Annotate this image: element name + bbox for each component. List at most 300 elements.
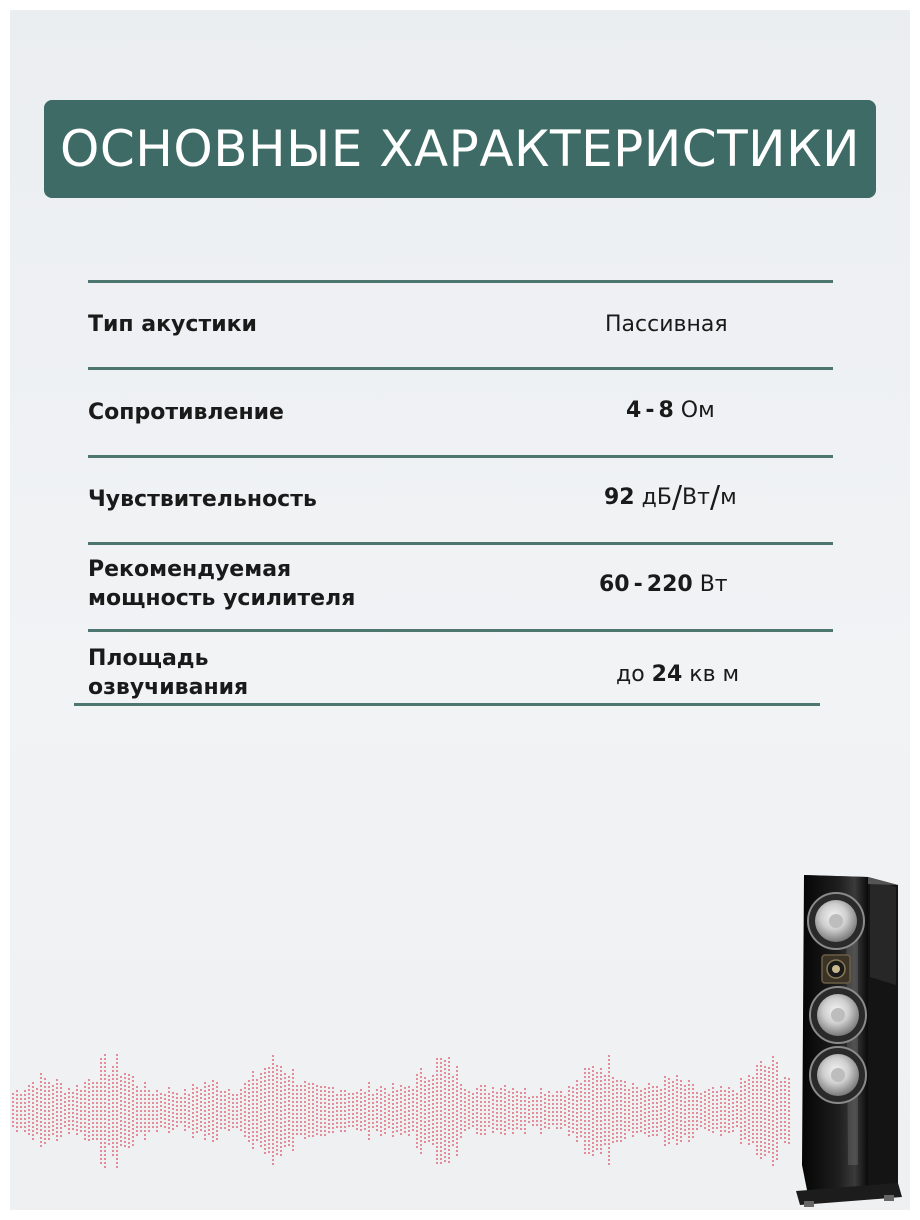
wave-dot — [344, 1118, 346, 1120]
wave-dot — [292, 1149, 294, 1151]
wave-dot — [280, 1102, 282, 1104]
wave-dot — [252, 1099, 254, 1101]
wave-dot — [36, 1112, 38, 1114]
wave-dot — [436, 1130, 438, 1132]
wave-dot — [648, 1135, 650, 1137]
wave-dot — [420, 1152, 422, 1154]
wave-dot — [292, 1101, 294, 1103]
wave-dot — [204, 1114, 206, 1116]
wave-dot — [748, 1095, 750, 1097]
wave-dot — [272, 1115, 274, 1117]
wave-dot — [100, 1122, 102, 1124]
wave-dot — [444, 1132, 446, 1134]
wave-dot — [216, 1086, 218, 1088]
wave-dot — [672, 1093, 674, 1095]
wave-dot — [648, 1111, 650, 1113]
wave-dot — [284, 1097, 286, 1099]
wave-dot — [40, 1093, 42, 1095]
wave-dot — [668, 1142, 670, 1144]
wave-dot — [216, 1094, 218, 1096]
wave-dot — [192, 1096, 194, 1098]
wave-dot — [12, 1105, 14, 1107]
wave-dot — [264, 1084, 266, 1086]
wave-dot — [220, 1091, 222, 1093]
wave-dot — [208, 1089, 210, 1091]
wave-dot — [252, 1083, 254, 1085]
wave-dot — [720, 1094, 722, 1096]
wave-dot — [384, 1112, 386, 1114]
wave-dot — [604, 1143, 606, 1145]
wave-dot — [480, 1113, 482, 1115]
wave-dot — [728, 1091, 730, 1093]
wave-dot — [600, 1092, 602, 1094]
wave-dot — [232, 1114, 234, 1116]
wave-dot — [68, 1108, 70, 1110]
wave-dot — [460, 1120, 462, 1122]
wave-dot — [544, 1102, 546, 1104]
wave-dot — [372, 1094, 374, 1096]
wave-dot — [500, 1120, 502, 1122]
sensitivity-unit-w: Вт — [682, 485, 710, 510]
wave-dot — [724, 1118, 726, 1120]
wave-dot — [252, 1119, 254, 1121]
wave-dot — [380, 1106, 382, 1108]
wave-dot — [136, 1090, 138, 1092]
table-rule — [88, 455, 833, 458]
wave-dot — [220, 1127, 222, 1129]
wave-dot — [204, 1122, 206, 1124]
wave-dot — [216, 1114, 218, 1116]
wave-dot — [772, 1108, 774, 1110]
wave-dot — [648, 1095, 650, 1097]
wave-dot — [104, 1058, 106, 1060]
wave-dot — [484, 1089, 486, 1091]
wave-dot — [772, 1092, 774, 1094]
wave-dot — [536, 1112, 538, 1114]
wave-dot — [104, 1094, 106, 1096]
wave-dot — [696, 1108, 698, 1110]
wave-dot — [524, 1092, 526, 1094]
wave-dot — [712, 1087, 714, 1089]
wave-dot — [392, 1091, 394, 1093]
wave-dot — [628, 1101, 630, 1103]
wave-dot — [772, 1136, 774, 1138]
wave-dot — [144, 1118, 146, 1120]
wave-dot — [172, 1116, 174, 1118]
wave-dot — [564, 1116, 566, 1118]
wave-dot — [256, 1079, 258, 1081]
wave-dot — [672, 1117, 674, 1119]
wave-dot — [668, 1082, 670, 1084]
wave-dot — [448, 1093, 450, 1095]
wave-dot — [576, 1084, 578, 1086]
wave-dot — [264, 1136, 266, 1138]
wave-dot — [580, 1107, 582, 1109]
wave-dot — [144, 1138, 146, 1140]
wave-dot — [456, 1122, 458, 1124]
wave-dot — [580, 1103, 582, 1105]
wave-dot — [348, 1125, 350, 1127]
wave-dot — [152, 1122, 154, 1124]
wave-dot — [76, 1101, 78, 1103]
wave-dot — [60, 1127, 62, 1129]
wave-dot — [244, 1091, 246, 1093]
wave-dot — [252, 1079, 254, 1081]
wave-dot — [556, 1095, 558, 1097]
wave-dot — [584, 1096, 586, 1098]
wave-dot — [112, 1090, 114, 1092]
wave-dot — [600, 1128, 602, 1130]
wave-dot — [688, 1096, 690, 1098]
wave-dot — [88, 1123, 90, 1125]
wave-dot — [472, 1113, 474, 1115]
wave-dot — [108, 1127, 110, 1129]
wave-dot — [436, 1138, 438, 1140]
wave-dot — [764, 1066, 766, 1068]
wave-dot — [608, 1119, 610, 1121]
wave-dot — [620, 1080, 622, 1082]
wave-dot — [52, 1129, 54, 1131]
wave-dot — [440, 1066, 442, 1068]
wave-dot — [168, 1123, 170, 1125]
wave-dot — [612, 1113, 614, 1115]
wave-dot — [628, 1129, 630, 1131]
wave-dot — [480, 1129, 482, 1131]
wave-dot — [100, 1138, 102, 1140]
wave-dot — [316, 1093, 318, 1095]
wave-dot — [336, 1098, 338, 1100]
wave-dot — [436, 1070, 438, 1072]
wave-dot — [272, 1055, 274, 1057]
wave-dot — [660, 1121, 662, 1123]
wave-dot — [100, 1130, 102, 1132]
wave-dot — [156, 1106, 158, 1108]
wave-dot — [16, 1126, 18, 1128]
wave-dot — [460, 1136, 462, 1138]
wave-dot — [496, 1128, 498, 1130]
wave-dot — [672, 1109, 674, 1111]
wave-dot — [320, 1106, 322, 1108]
wave-dot — [448, 1069, 450, 1071]
wave-dot — [772, 1112, 774, 1114]
wave-dot — [436, 1158, 438, 1160]
wave-dot — [748, 1087, 750, 1089]
wave-dot — [672, 1121, 674, 1123]
wave-dot — [596, 1148, 598, 1150]
wave-dot — [216, 1118, 218, 1120]
wave-dot — [376, 1117, 378, 1119]
wave-dot — [716, 1119, 718, 1121]
wave-dot — [588, 1116, 590, 1118]
wave-dot — [744, 1085, 746, 1087]
wave-dot — [116, 1094, 118, 1096]
wave-dot — [300, 1121, 302, 1123]
wave-dot — [588, 1068, 590, 1070]
wave-dot — [16, 1122, 18, 1124]
wave-dot — [44, 1078, 46, 1080]
wave-dot — [320, 1090, 322, 1092]
wave-dot — [224, 1111, 226, 1113]
wave-dot — [760, 1077, 762, 1079]
wave-dot — [604, 1079, 606, 1081]
wave-dot — [576, 1088, 578, 1090]
wave-dot — [764, 1070, 766, 1072]
wave-dot — [780, 1117, 782, 1119]
wave-dot — [96, 1102, 98, 1104]
wave-dot — [768, 1135, 770, 1137]
wave-dot — [604, 1123, 606, 1125]
wave-dot — [416, 1126, 418, 1128]
wave-dot — [160, 1109, 162, 1111]
wave-dot — [740, 1102, 742, 1104]
wave-dot — [144, 1130, 146, 1132]
wave-dot — [388, 1118, 390, 1120]
wave-dot — [368, 1114, 370, 1116]
wave-dot — [288, 1076, 290, 1078]
wave-dot — [444, 1140, 446, 1142]
wave-dot — [704, 1111, 706, 1113]
wave-dot — [160, 1093, 162, 1095]
wave-dot — [768, 1139, 770, 1141]
wave-dot — [32, 1094, 34, 1096]
wave-dot — [620, 1140, 622, 1142]
wave-dot — [116, 1126, 118, 1128]
wave-dot — [776, 1098, 778, 1100]
wave-dot — [340, 1102, 342, 1104]
wave-dot — [732, 1114, 734, 1116]
wave-dot — [140, 1110, 142, 1112]
wave-dot — [264, 1140, 266, 1142]
wave-dot — [44, 1090, 46, 1092]
wave-dot — [708, 1097, 710, 1099]
wave-dot — [324, 1086, 326, 1088]
wave-dot — [272, 1151, 274, 1153]
wave-dot — [292, 1077, 294, 1079]
wave-dot — [144, 1086, 146, 1088]
wave-dot — [392, 1111, 394, 1113]
wave-dot — [112, 1150, 114, 1152]
wave-dot — [504, 1085, 506, 1087]
wave-dot — [240, 1117, 242, 1119]
wave-dot — [76, 1085, 78, 1087]
wave-dot — [316, 1101, 318, 1103]
wave-dot — [40, 1077, 42, 1079]
table-rule — [88, 629, 833, 632]
wave-dot — [500, 1104, 502, 1106]
wave-dot — [596, 1080, 598, 1082]
wave-dot — [104, 1070, 106, 1072]
wave-dot — [308, 1087, 310, 1089]
wave-dot — [272, 1147, 274, 1149]
wave-dot — [360, 1097, 362, 1099]
wave-dot — [420, 1120, 422, 1122]
wave-dot — [148, 1098, 150, 1100]
wave-dot — [720, 1102, 722, 1104]
wave-dot — [780, 1101, 782, 1103]
wave-dot — [536, 1124, 538, 1126]
wave-dot — [292, 1081, 294, 1083]
wave-dot — [248, 1088, 250, 1090]
wave-dot — [388, 1102, 390, 1104]
wave-dot — [380, 1134, 382, 1136]
wave-dot — [284, 1125, 286, 1127]
wave-dot — [704, 1095, 706, 1097]
wave-dot — [436, 1126, 438, 1128]
wave-dot — [748, 1123, 750, 1125]
wave-dot — [52, 1093, 54, 1095]
wave-dot — [752, 1117, 754, 1119]
wave-dot — [512, 1088, 514, 1090]
wave-dot — [768, 1071, 770, 1073]
wave-dot — [636, 1099, 638, 1101]
wave-dot — [624, 1125, 626, 1127]
wave-dot — [428, 1080, 430, 1082]
wave-dot — [372, 1126, 374, 1128]
wave-dot — [180, 1097, 182, 1099]
wave-dot — [756, 1093, 758, 1095]
wave-dot — [416, 1094, 418, 1096]
wave-dot — [616, 1136, 618, 1138]
wave-dot — [700, 1105, 702, 1107]
wave-dot — [572, 1107, 574, 1109]
wave-dot — [448, 1077, 450, 1079]
wave-dot — [584, 1068, 586, 1070]
wave-dot — [228, 1109, 230, 1111]
wave-dot — [748, 1079, 750, 1081]
wave-dot — [696, 1096, 698, 1098]
wave-dot — [288, 1128, 290, 1130]
wave-dot — [764, 1094, 766, 1096]
wave-dot — [332, 1095, 334, 1097]
wave-dot — [160, 1125, 162, 1127]
wave-dot — [20, 1102, 22, 1104]
wave-dot — [192, 1088, 194, 1090]
wave-dot — [212, 1100, 214, 1102]
wave-dot — [148, 1114, 150, 1116]
wave-dot — [448, 1065, 450, 1067]
wave-dot — [136, 1086, 138, 1088]
wave-dot — [492, 1099, 494, 1101]
power-label-line1: Рекомендуемая — [88, 557, 292, 582]
wave-dot — [108, 1075, 110, 1077]
wave-dot — [260, 1073, 262, 1075]
wave-dot — [584, 1080, 586, 1082]
wave-dot — [336, 1110, 338, 1112]
wave-dot — [596, 1104, 598, 1106]
wave-dot — [592, 1138, 594, 1140]
wave-dot — [732, 1094, 734, 1096]
wave-dot — [700, 1121, 702, 1123]
wave-dot — [600, 1116, 602, 1118]
wave-dot — [16, 1094, 18, 1096]
wave-dot — [164, 1118, 166, 1120]
wave-dot — [104, 1110, 106, 1112]
wave-dot — [548, 1103, 550, 1105]
wave-dot — [404, 1127, 406, 1129]
wave-dot — [624, 1097, 626, 1099]
wave-dot — [760, 1061, 762, 1063]
wave-dot — [324, 1126, 326, 1128]
wave-dot — [244, 1083, 246, 1085]
wave-dot — [116, 1122, 118, 1124]
wave-dot — [204, 1134, 206, 1136]
wave-dot — [60, 1095, 62, 1097]
wave-dot — [400, 1093, 402, 1095]
wave-dot — [108, 1079, 110, 1081]
wave-dot — [200, 1109, 202, 1111]
wave-dot — [424, 1125, 426, 1127]
wave-dot — [60, 1099, 62, 1101]
wave-dot — [280, 1138, 282, 1140]
wave-dot — [364, 1092, 366, 1094]
wave-dot — [560, 1111, 562, 1113]
wave-dot — [56, 1115, 58, 1117]
wave-dot — [456, 1074, 458, 1076]
wave-dot — [524, 1104, 526, 1106]
wave-dot — [444, 1156, 446, 1158]
wave-dot — [524, 1100, 526, 1102]
spec-label-impedance: Сопротивление — [88, 400, 284, 425]
wave-dot — [212, 1088, 214, 1090]
wave-dot — [456, 1114, 458, 1116]
wave-dot — [692, 1112, 694, 1114]
wave-dot — [252, 1135, 254, 1137]
wave-dot — [652, 1126, 654, 1128]
wave-dot — [56, 1103, 58, 1105]
wave-dot — [132, 1088, 134, 1090]
wave-dot — [752, 1141, 754, 1143]
wave-dot — [772, 1164, 774, 1166]
wave-dot — [160, 1101, 162, 1103]
wave-dot — [324, 1122, 326, 1124]
wave-dot — [124, 1125, 126, 1127]
wave-dot — [108, 1091, 110, 1093]
wave-dot — [756, 1081, 758, 1083]
wave-dot — [108, 1083, 110, 1085]
wave-dot — [252, 1127, 254, 1129]
wave-dot — [344, 1106, 346, 1108]
wave-dot — [488, 1117, 490, 1119]
wave-dot — [480, 1109, 482, 1111]
wave-dot — [112, 1118, 114, 1120]
wave-dot — [656, 1110, 658, 1112]
wave-dot — [596, 1132, 598, 1134]
wave-dot — [696, 1116, 698, 1118]
wave-dot — [276, 1093, 278, 1095]
wave-dot — [404, 1107, 406, 1109]
wave-dot — [608, 1151, 610, 1153]
wave-dot — [172, 1096, 174, 1098]
wave-dot — [440, 1078, 442, 1080]
wave-dot — [32, 1134, 34, 1136]
wave-dot — [428, 1140, 430, 1142]
wave-dot — [760, 1141, 762, 1143]
wave-dot — [768, 1083, 770, 1085]
wave-dot — [616, 1116, 618, 1118]
wave-dot — [424, 1097, 426, 1099]
wave-dot — [236, 1102, 238, 1104]
wave-dot — [380, 1114, 382, 1116]
wave-dot — [252, 1115, 254, 1117]
wave-dot — [132, 1096, 134, 1098]
wave-dot — [584, 1136, 586, 1138]
wave-dot — [192, 1132, 194, 1134]
wave-dot — [452, 1104, 454, 1106]
wave-dot — [492, 1123, 494, 1125]
wave-dot — [100, 1114, 102, 1116]
wave-dot — [368, 1098, 370, 1100]
wave-dot — [500, 1116, 502, 1118]
